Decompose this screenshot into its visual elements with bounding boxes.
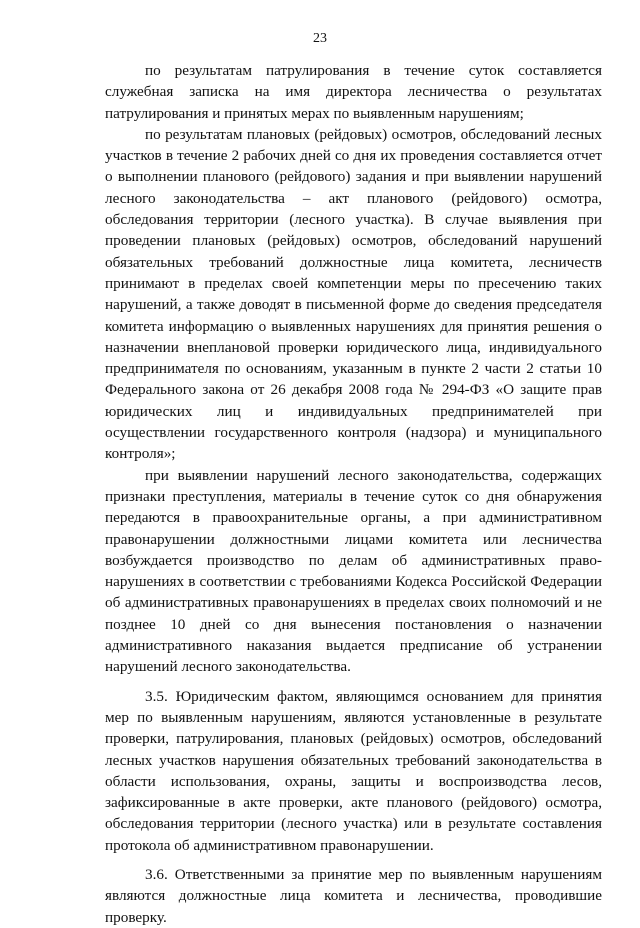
page-number: 23 [313, 31, 327, 46]
paragraph-crime-signs: при выявлении нарушений лесного законодательства, содержащих признаки преступления, материалы в течение суток со дня обнаружения передаются в правоохранительные органы, а при административном правонарушении должностными лицами комитета или лесничества возбуждается производство по делам об административных право- нарушениях в соответствии с требованиями Кодекса Российской Федерации об административных правонарушениях в пределах своих полномочий и не позднее 10 дней со дня вынесения постановления о назначении административного наказания выдается предписание об устранении нарушений лесного законодательства. [105, 466, 602, 676]
paragraph-3-6: 3.6. Ответственными за принятие мер по выявленным нарушениям являются должностные лица комитета и лесничества, проводившие проверку. [105, 865, 602, 926]
paragraph-planned-inspections: по результатам плановых (рейдовых) осмотров, обследований лесных участков в течение 2 рабочих дней со дня их проведения составляется отчет о выполнении планового (рейдового) задания и при выявлении нарушений лесного законодательства – акт планового (рейдового) осмотра, обследования территории (лесного участка). В случае выявления при проведении плановых (рейдовых) осмотров, обследований нарушений обязательных требований должностные лица комитета, лесничеств принимают в пределах своей компетенции меры по пресечению таких нарушений, а также доводят в письменной форме до сведения председателя комитета информацию о выявленных нарушениях для принятия решения о назначении внеплановой проверки юридического лица, индивидуального предпринимателя по основаниям, указанным в пункте 2 части 2 статьи 10 Федерального закона от 26 декабря 2008 года № 294-ФЗ «О защите прав юридических лиц и индивидуальных предпринимателей при осуществлении государственного контроля (надзора) и муниципального контроля»; [105, 125, 602, 463]
document-body [105, 60, 602, 928]
paragraph-patrol: по результатам патрулирования в течение суток составляется служебная записка на имя директора лесничества о результатах патрулирования и принятых мерах по выявленным нарушениям; [105, 62, 602, 122]
paragraph-3-5: 3.5. Юридическим фактом, являющимся основанием для принятия мер по выявленным нарушениям, являются установленные в результате проверки, патрулирования, плановых (рейдовых) осмотров, обследований лесных участков нарушения обязательных требований законодательства в области использования, охраны, защиты и воспроизводства лесов, зафиксированные в акте проверки, акте планового (рейдового) осмотра, обследования территории (лесного участка) или в результате составления протокола об административном правонарушении. [105, 687, 602, 854]
